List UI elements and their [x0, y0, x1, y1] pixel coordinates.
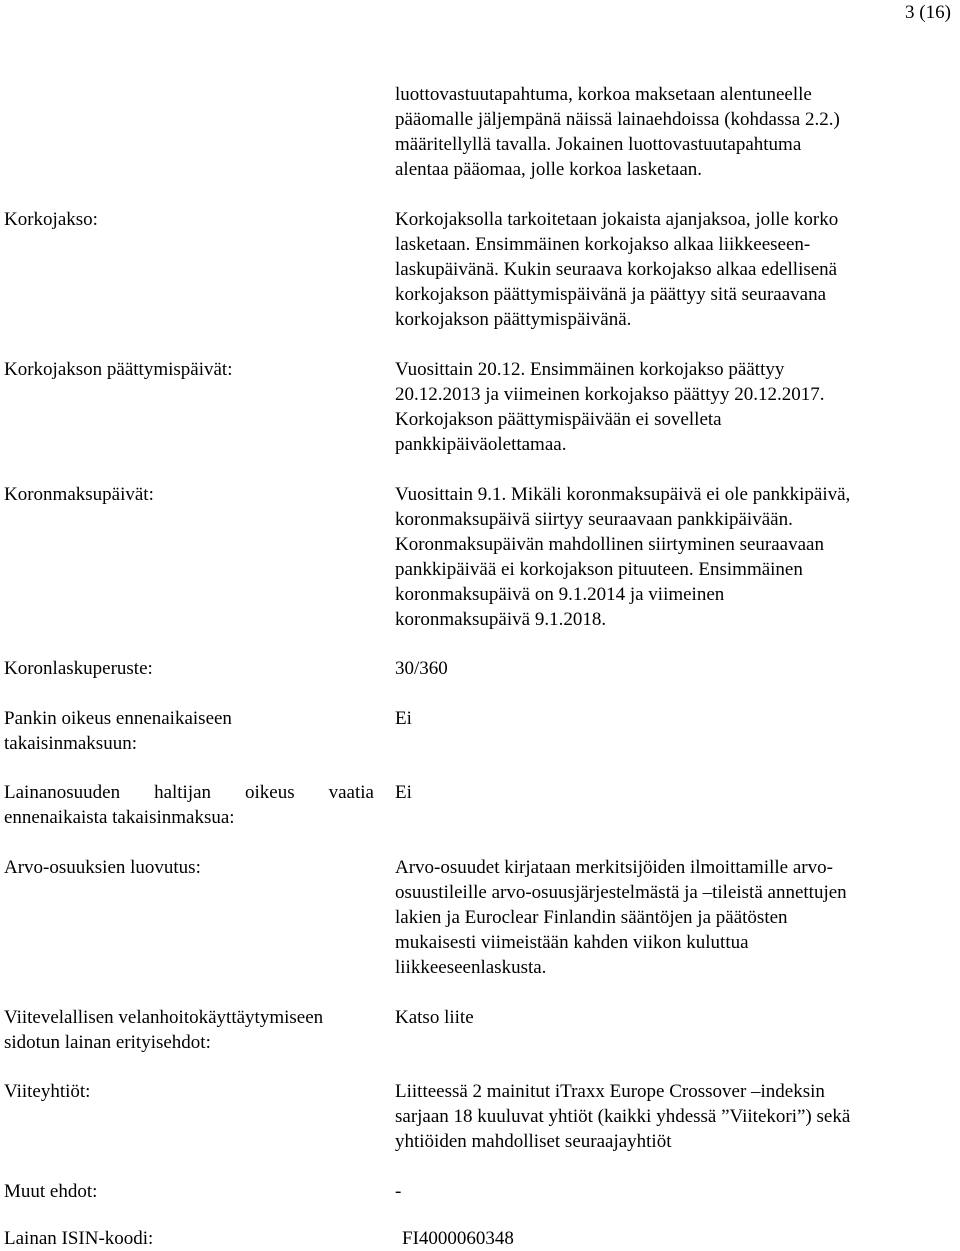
text-line: liikkeeseenlaskusta. — [395, 957, 547, 978]
word: Lainanosuuden — [4, 782, 121, 803]
term-value-bank-early-redemption: Ei — [395, 708, 412, 729]
term-value-reference-entities — [395, 1079, 925, 1154]
text-line: Koronmaksupäivän mahdollinen siirtyminen seuraavaan — [395, 534, 824, 555]
text-line: pääomalle jäljempänä näissä lainaehdoissa (kohdassa 2.2.) — [395, 109, 840, 130]
text-line: koronmaksupäivä 9.1.2018. — [395, 609, 607, 630]
text-line: korkojakson päättymispäivänä. — [395, 309, 632, 330]
text-line: Viitevelallisen velanhoitokäyttäytymiseen — [4, 1007, 324, 1028]
term-label-bank-early-redemption — [4, 706, 232, 756]
term-value-korkojakso — [395, 207, 925, 332]
text-line: Liitteessä 2 mainitut iTraxx Europe Crossover –indeksin — [395, 1081, 825, 1102]
text-line: luottovastuutapahtuma, korkoa maksetaan alentuneelle — [395, 84, 812, 105]
word: oikeus — [245, 782, 295, 803]
text-line: pankkipäiväolettamaa. — [395, 434, 567, 455]
term-label-reference-entity-terms — [4, 1005, 323, 1055]
text-line: Vuosittain 9.1. Mikäli koronmaksupäivä ei ole pankkipäivä, — [395, 484, 851, 505]
text-line: Vuosittain 20.12. Ensimmäinen korkojakso päättyy — [395, 359, 785, 380]
word: vaatia — [328, 782, 374, 803]
text-line: koronmaksupäivä on 9.1.2014 ja viimeinen — [395, 584, 725, 605]
term-label-interest-period-end: Korkojakson päättymispäivät: — [4, 359, 233, 380]
page-number: 3 (16) — [905, 2, 951, 23]
text-line: sarjaan 18 kuuluvat yhtiöt (kaikki yhdessä ”Viitekori”) sekä — [395, 1106, 851, 1127]
term-label-day-count: Koronlaskuperuste: — [4, 658, 153, 679]
text-line: korkojakson päättymispäivänä ja päättyy sitä seuraavana — [395, 284, 827, 305]
text-line: osuustileille arvo-osuusjärjestelmästä ja –tileistä annettujen — [395, 882, 847, 903]
term-value-interest-payment-dates — [395, 482, 925, 632]
text-line: 20.12.2013 ja viimeinen korkojakso päättyy 20.12.2017. — [395, 384, 825, 405]
text-line: takaisinmaksuun: — [4, 733, 137, 754]
term-value-holder-early-redemption: Ei — [395, 782, 412, 803]
text-line: Arvo-osuudet kirjataan merkitsijöiden ilmoittamille arvo- — [395, 857, 833, 878]
term-value-other-terms: - — [395, 1181, 402, 1202]
term-label-interest-payment-dates: Koronmaksupäivät: — [4, 484, 154, 505]
term-label-isin: Lainan ISIN-koodi: — [4, 1228, 154, 1249]
text-line: määritellyllä tavalla. Jokainen luottovastuutapahtuma — [395, 134, 802, 155]
term-label-other-terms: Muut ehdot: — [4, 1181, 98, 1202]
term-value-isin: FI4000060348 — [402, 1228, 514, 1249]
text-line: Pankin oikeus ennenaikaiseen — [4, 708, 232, 729]
term-value-reference-entity-terms: Katso liite — [395, 1007, 474, 1028]
term-value-interest-period-end — [395, 357, 925, 457]
word: haltijan — [154, 782, 212, 803]
term-label-reference-entities: Viiteyhtiöt: — [4, 1081, 91, 1102]
text-line: alentaa pääomaa, jolle korkoa lasketaan. — [395, 159, 703, 180]
text-line: koronmaksupäivä siirtyy seuraavaan pankkipäivään. — [395, 509, 793, 530]
text-line: lakien ja Euroclear Finlandin sääntöjen ja päätösten — [395, 907, 788, 928]
text-line: ennenaikaista takaisinmaksua: — [4, 807, 235, 828]
text-line: pankkipäivää ei korkojakson pituuteen. Ensimmäinen — [395, 559, 803, 580]
term-value-book-entry-delivery — [395, 855, 925, 980]
term-value-day-count: 30/360 — [395, 658, 448, 679]
term-label-holder-early-redemption — [4, 780, 374, 830]
text-line: Korkojaksolla tarkoitetaan jokaista ajanjaksoa, jolle korko — [395, 209, 839, 230]
text-line: mukaisesti viimeistään kahden viikon kuluttua — [395, 932, 749, 953]
text-line: yhtiöiden mahdolliset seuraajayhtiöt — [395, 1131, 672, 1152]
justified-line — [4, 780, 374, 805]
text-line: sidotun lainan erityisehdot: — [4, 1032, 211, 1053]
text-line: Korkojakson päättymispäivään ei sovelleta — [395, 409, 722, 430]
term-label-book-entry-delivery: Arvo-osuuksien luovutus: — [4, 857, 201, 878]
text-line: lasketaan. Ensimmäinen korkojakso alkaa liikkeeseen- — [395, 234, 811, 255]
intro-paragraph — [395, 82, 925, 182]
text-line: laskupäivänä. Kukin seuraava korkojakso alkaa edellisenä — [395, 259, 838, 280]
term-label-korkojakso: Korkojakso: — [4, 209, 98, 230]
